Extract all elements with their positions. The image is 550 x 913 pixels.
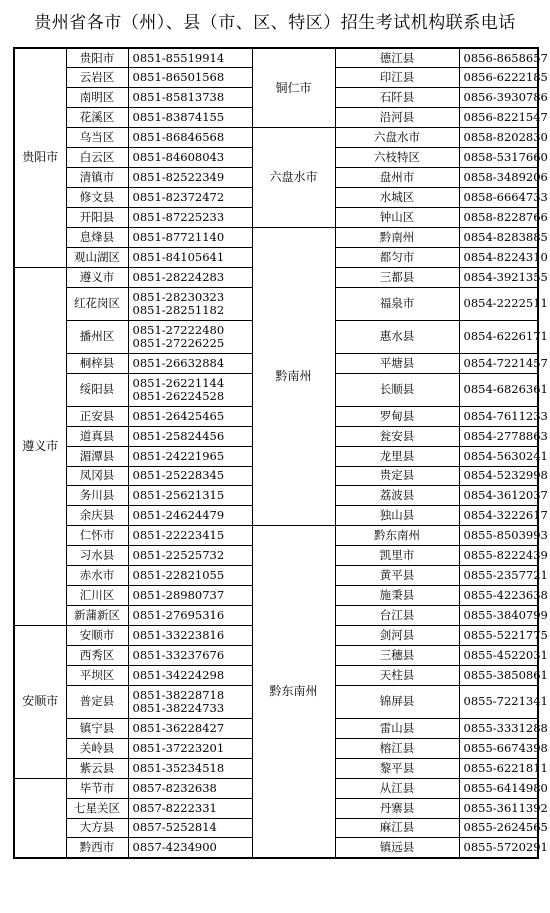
phone-number: 0851-36228427	[132, 720, 225, 735]
phone-cell: 0854-8283885	[459, 227, 538, 247]
phone-cell: 0855-3840799	[459, 606, 538, 626]
district-cell: 雷山县	[335, 718, 459, 738]
district-cell: 毕节市	[66, 778, 128, 798]
table-row	[14, 227, 538, 247]
phone-number: 0851-82522349	[132, 170, 225, 185]
district-cell: 白云区	[66, 148, 128, 168]
district-cell: 三穗县	[335, 645, 459, 665]
phone-cell	[128, 227, 252, 247]
phone-cell: 0855-2624565	[459, 818, 538, 838]
phone-cell	[128, 247, 252, 267]
district-cell: 西秀区	[66, 645, 128, 665]
phone-number: 0857-8232638	[132, 780, 217, 795]
phone-cell	[128, 838, 252, 858]
district-cell: 南明区	[66, 88, 128, 108]
phone-number: 0857-8222331	[132, 800, 217, 815]
district-cell: 台江县	[335, 606, 459, 626]
district-cell: 凯里市	[335, 546, 459, 566]
phone-number: 0851-33223816	[132, 627, 225, 642]
district-cell: 荔波县	[335, 486, 459, 506]
phone-cell	[128, 466, 252, 486]
phone-cell	[128, 208, 252, 228]
district-cell: 盘州市	[335, 168, 459, 188]
phone-cell	[128, 778, 252, 798]
phone-cell: 0855-3331288	[459, 718, 538, 738]
table-row	[14, 48, 538, 68]
phone-cell	[128, 287, 252, 320]
district-cell: 麻江县	[335, 818, 459, 838]
district-cell: 镇宁县	[66, 718, 128, 738]
district-cell: 平坝区	[66, 665, 128, 685]
district-cell: 普定县	[66, 685, 128, 718]
table-row	[14, 526, 538, 546]
district-cell: 沿河县	[335, 108, 459, 128]
phone-cell: 0858-5317660	[459, 148, 538, 168]
district-cell: 道真县	[66, 426, 128, 446]
phone-cell: 0856-3930786	[459, 88, 538, 108]
phone-number: 0857-5252814	[132, 820, 217, 835]
phone-number: 0851-26221144	[132, 375, 225, 390]
contact-table-body	[14, 48, 548, 858]
phone-number: 0851-86846568	[132, 130, 225, 145]
district-cell: 湄潭县	[66, 446, 128, 466]
district-cell: 新蒲新区	[66, 606, 128, 626]
phone-cell: 0856-8221547	[459, 108, 538, 128]
phone-number: 0851-22525732	[132, 548, 225, 563]
district-cell: 遵义市	[66, 267, 128, 287]
phone-number: 0851-24221965	[132, 448, 225, 463]
phone-number: 0851-37223201	[132, 740, 225, 755]
phone-number: 0851-84105641	[132, 249, 225, 264]
phone-cell: 0855-8503993	[459, 526, 538, 546]
district-cell: 绥阳县	[66, 373, 128, 406]
phone-cell: 0856-6222185	[459, 68, 538, 88]
district-cell: 贵阳市	[66, 48, 128, 68]
district-cell: 汇川区	[66, 586, 128, 606]
phone-cell	[128, 626, 252, 646]
phone-cell: 0858-3489206	[459, 168, 538, 188]
phone-cell: 0855-5221775	[459, 626, 538, 646]
phone-cell	[128, 798, 252, 818]
phone-number: 0851-86501568	[132, 70, 225, 85]
phone-cell: 0855-6414980	[459, 778, 538, 798]
district-cell: 大方县	[66, 818, 128, 838]
phone-cell	[128, 373, 252, 406]
district-cell: 修文县	[66, 188, 128, 208]
district-cell: 福泉市	[335, 287, 459, 320]
phone-number: 0851-25228345	[132, 468, 225, 483]
district-cell: 长顺县	[335, 373, 459, 406]
phone-cell	[128, 168, 252, 188]
district-cell: 惠水县	[335, 320, 459, 353]
district-cell: 黎平县	[335, 758, 459, 778]
phone-cell: 0855-5720291	[459, 838, 538, 858]
district-cell: 花溪区	[66, 108, 128, 128]
phone-cell: 0854-2778863	[459, 426, 538, 446]
phone-number: 0851-28230323	[132, 289, 225, 304]
phone-cell: 0854-5232998	[459, 466, 538, 486]
phone-cell: 0854-3612037	[459, 486, 538, 506]
phone-cell: 0858-8228766	[459, 208, 538, 228]
district-cell: 黔东南州	[335, 526, 459, 546]
phone-number: 0851-33237676	[132, 647, 225, 662]
phone-number: 0851-28251182	[132, 302, 225, 317]
phone-cell: 0854-2222511	[459, 287, 538, 320]
district-cell: 独山县	[335, 506, 459, 526]
phone-cell: 0858-8202830	[459, 128, 538, 148]
phone-number: 0851-38228718	[132, 687, 225, 702]
phone-cell: 0854-3222617	[459, 506, 538, 526]
phone-number: 0851-27222480	[132, 322, 225, 337]
phone-number: 0851-85813738	[132, 90, 225, 105]
phone-number: 0851-38224733	[132, 700, 225, 715]
phone-cell	[128, 148, 252, 168]
district-cell: 习水县	[66, 546, 128, 566]
phone-cell: 0855-8222439	[459, 546, 538, 566]
phone-cell: 0856-8658657	[459, 48, 538, 68]
phone-cell: 0855-2357721	[459, 566, 538, 586]
phone-cell: 0858-6664733	[459, 188, 538, 208]
phone-cell: 0854-3921355	[459, 267, 538, 287]
phone-cell	[128, 48, 252, 68]
district-cell: 榕江县	[335, 738, 459, 758]
district-cell: 都匀市	[335, 247, 459, 267]
phone-cell: 0854-7221457	[459, 353, 538, 373]
district-cell: 钟山区	[335, 208, 459, 228]
phone-cell	[128, 758, 252, 778]
phone-cell: 0855-4522031	[459, 645, 538, 665]
phone-cell	[128, 486, 252, 506]
phone-cell	[128, 645, 252, 665]
phone-number: 0851-22821055	[132, 568, 225, 583]
phone-cell	[128, 718, 252, 738]
city-cell: 铜仁市	[252, 48, 335, 128]
district-cell: 息烽县	[66, 227, 128, 247]
phone-cell	[128, 88, 252, 108]
city-cell: 遵义市	[14, 267, 66, 625]
phone-number: 0851-84608043	[132, 150, 225, 165]
city-cell: 黔南州	[252, 227, 335, 525]
district-cell: 黔南州	[335, 227, 459, 247]
phone-cell	[128, 738, 252, 758]
phone-cell	[128, 586, 252, 606]
phone-cell	[128, 526, 252, 546]
district-cell: 播州区	[66, 320, 128, 353]
district-cell: 印江县	[335, 68, 459, 88]
city-cell	[14, 778, 66, 858]
phone-cell	[128, 188, 252, 208]
district-cell: 黄平县	[335, 566, 459, 586]
phone-cell	[128, 108, 252, 128]
district-cell: 天柱县	[335, 665, 459, 685]
phone-cell: 0854-6826361	[459, 373, 538, 406]
district-cell: 丹寨县	[335, 798, 459, 818]
phone-cell: 0855-6221811	[459, 758, 538, 778]
phone-number: 0851-28224283	[132, 269, 225, 284]
district-cell: 正安县	[66, 406, 128, 426]
district-cell: 从江县	[335, 778, 459, 798]
phone-cell	[128, 68, 252, 88]
district-cell: 观山湖区	[66, 247, 128, 267]
phone-number: 0851-35234518	[132, 760, 225, 775]
district-cell: 六枝特区	[335, 148, 459, 168]
district-cell: 水城区	[335, 188, 459, 208]
city-cell: 六盘水市	[252, 128, 335, 228]
phone-number: 0851-26224528	[132, 388, 225, 403]
district-cell: 关岭县	[66, 738, 128, 758]
phone-cell	[128, 426, 252, 446]
district-cell: 开阳县	[66, 208, 128, 228]
district-cell: 紫云县	[66, 758, 128, 778]
district-cell: 瓮安县	[335, 426, 459, 446]
district-cell: 务川县	[66, 486, 128, 506]
phone-cell: 0854-5630241	[459, 446, 538, 466]
district-cell: 德江县	[335, 48, 459, 68]
district-cell: 罗甸县	[335, 406, 459, 426]
district-cell: 镇远县	[335, 838, 459, 858]
district-cell: 黔西市	[66, 838, 128, 858]
phone-number: 0851-27226225	[132, 335, 225, 350]
phone-number: 0851-34224298	[132, 667, 225, 682]
phone-cell	[128, 606, 252, 626]
phone-number: 0851-27695316	[132, 608, 225, 623]
page-title: 贵州省各市（州）、县（市、区、特区）招生考试机构联系电话	[34, 13, 516, 33]
phone-cell: 0854-7611233	[459, 406, 538, 426]
district-cell: 云岩区	[66, 68, 128, 88]
city-cell: 安顺市	[14, 626, 66, 779]
district-cell: 贵定县	[335, 466, 459, 486]
phone-number: 0851-85519914	[132, 50, 225, 65]
phone-number: 0851-26632884	[132, 355, 225, 370]
district-cell: 红花岗区	[66, 287, 128, 320]
phone-number: 0851-87225233	[132, 209, 225, 224]
district-cell: 锦屏县	[335, 685, 459, 718]
phone-number: 0851-87721140	[132, 229, 225, 244]
phone-cell	[128, 128, 252, 148]
district-cell: 凤冈县	[66, 466, 128, 486]
district-cell: 清镇市	[66, 168, 128, 188]
district-cell: 赤水市	[66, 566, 128, 586]
city-cell: 贵阳市	[14, 48, 66, 267]
district-cell: 安顺市	[66, 626, 128, 646]
phone-number: 0851-24624479	[132, 508, 225, 523]
phone-number: 0851-26425465	[132, 408, 225, 423]
phone-number: 0851-25824456	[132, 428, 225, 443]
phone-number: 0851-25621315	[132, 488, 225, 503]
phone-number: 0851-22223415	[132, 528, 225, 543]
phone-cell: 0855-3611392	[459, 798, 538, 818]
district-cell: 七星关区	[66, 798, 128, 818]
district-cell: 施秉县	[335, 586, 459, 606]
phone-number: 0857-4234900	[132, 840, 217, 855]
city-cell: 黔东南州	[252, 526, 335, 858]
phone-cell	[128, 818, 252, 838]
district-cell: 平塘县	[335, 353, 459, 373]
district-cell: 石阡县	[335, 88, 459, 108]
phone-number: 0851-82372472	[132, 190, 225, 205]
district-cell: 三都县	[335, 267, 459, 287]
district-cell: 龙里县	[335, 446, 459, 466]
phone-cell: 0854-6226171	[459, 320, 538, 353]
phone-cell	[128, 353, 252, 373]
phone-cell	[128, 446, 252, 466]
district-cell: 仁怀市	[66, 526, 128, 546]
phone-cell: 0855-3850861	[459, 665, 538, 685]
phone-number: 0851-28980737	[132, 588, 225, 603]
phone-cell: 0855-7221341	[459, 685, 538, 718]
district-cell: 乌当区	[66, 128, 128, 148]
phone-cell	[128, 267, 252, 287]
phone-cell	[128, 546, 252, 566]
district-cell: 六盘水市	[335, 128, 459, 148]
phone-cell	[128, 566, 252, 586]
phone-cell	[128, 506, 252, 526]
district-cell: 余庆县	[66, 506, 128, 526]
contact-table	[13, 47, 548, 859]
phone-cell: 0855-6674398	[459, 738, 538, 758]
phone-number: 0851-83874155	[132, 110, 225, 125]
district-cell: 剑河县	[335, 626, 459, 646]
district-cell: 桐梓县	[66, 353, 128, 373]
phone-cell: 0855-4223638	[459, 586, 538, 606]
phone-cell	[128, 665, 252, 685]
phone-cell: 0854-8224310	[459, 247, 538, 267]
phone-cell	[128, 685, 252, 718]
table-row	[14, 128, 538, 148]
phone-cell	[128, 320, 252, 353]
phone-cell	[128, 406, 252, 426]
